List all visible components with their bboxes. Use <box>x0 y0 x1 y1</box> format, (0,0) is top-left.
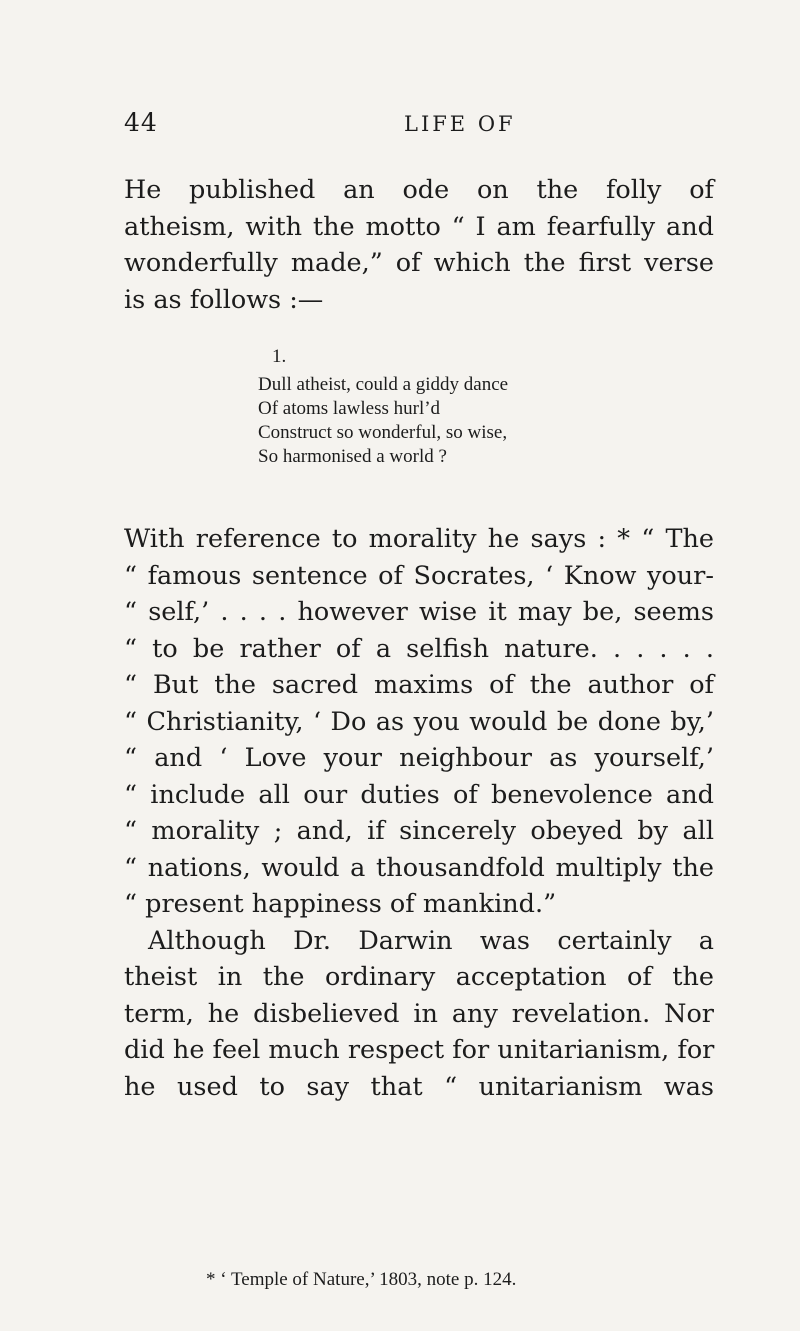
poem-line: So harmonised a world ? <box>258 446 447 467</box>
text-line: Although Dr. Darwin was certainly a <box>148 925 714 956</box>
text-line: wonderfully made,” of which the first verse <box>124 248 714 278</box>
poem-line: Of atoms lawless hurl’d <box>258 398 441 419</box>
verse-number: 1. <box>272 346 287 367</box>
poem-line: Dull atheist, could a giddy dance <box>258 374 509 395</box>
footnote: * ‘ Temple of Nature,’ 1803, note p. 124. <box>206 1269 517 1290</box>
text-line: is as follows :— <box>124 284 324 315</box>
text-line: “ include all our duties of benevolence and <box>124 779 714 810</box>
paragraph-morality-quote <box>124 521 714 1105</box>
text-line: “ famous sentence of Socrates, ‘ Know your- <box>124 560 714 591</box>
page-number: 44 <box>124 108 158 137</box>
text-line: “ morality ; and, if sincerely obeyed by all <box>124 816 714 846</box>
text-line: he used to say that “ unitarianism was <box>124 1071 714 1102</box>
text-line: He published an ode on the folly of <box>124 175 714 205</box>
running-head: LIFE OF <box>404 112 516 136</box>
text-line: “ to be rather of a selfish nature. . . . . . <box>124 633 714 664</box>
poem-line: Construct so wonderful, so wise, <box>258 422 508 443</box>
text-line: theist in the ordinary acceptation of the <box>124 962 714 992</box>
text-line: did he feel much respect for unitarianism, for <box>124 1035 715 1065</box>
text-line: “ and ‘ Love your neighbour as yourself,’ <box>124 743 714 773</box>
text-line: “ nations, would a thousandfold multiply the <box>124 852 714 883</box>
poem-verse <box>258 345 508 469</box>
text-line: term, he disbelieved in any revelation. Nor <box>124 998 714 1029</box>
text-line: “ Christianity, ‘ Do as you would be done by,’ <box>124 706 714 737</box>
paragraph-ode-intro <box>124 172 714 318</box>
page-header <box>124 108 714 148</box>
text-line: “ But the sacred maxims of the author of <box>124 670 714 700</box>
text-line: “ self,’ . . . . however wise it may be, seems <box>124 597 714 627</box>
text-line: “ present happiness of mankind.” <box>124 889 557 919</box>
text-line: atheism, with the motto “ I am fearfully and <box>124 211 714 242</box>
text-line: With reference to morality he says : * “ The <box>124 524 714 554</box>
